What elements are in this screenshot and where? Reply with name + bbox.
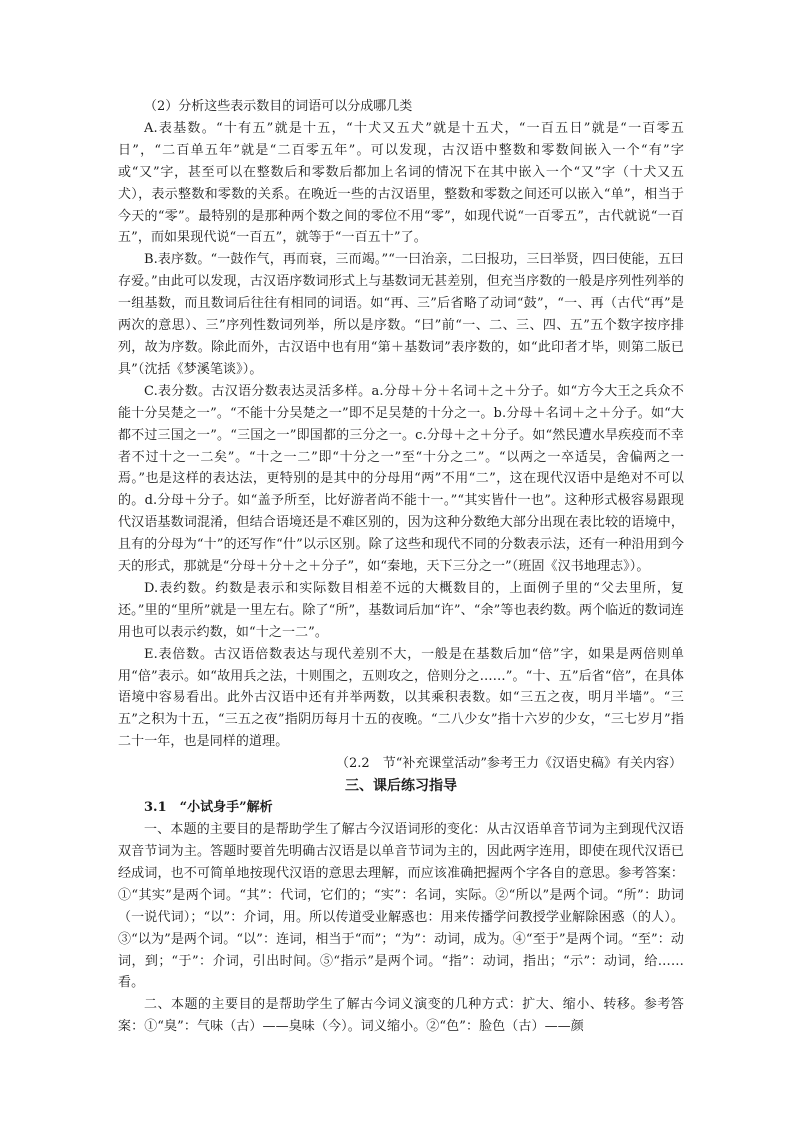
paragraph-approximate-numbers: D.表约数。约数是表示和实际数目相差不远的大概数目的，上面例子里的“父去里所，复还。”里的“里所”就是一里左右。除了“所”，基数词后加“许”、“余”等也表约数。两个临近的数词连用也可以表示约数，如“十之一二”。 (118, 580, 684, 640)
subsection-title-3-1: 3.1 “小试身手”解析 (144, 800, 273, 816)
section-title-exercise-guide: 三、课后练习指导 (345, 778, 457, 795)
paragraph-exercise-2: 二、本题的主要目的是帮助学生了解古今词义演变的几种方式：扩大、缩小、转移。参考答案：①“臭”：气味（古）——臭味（今）。词义缩小。②“色”：脸色（古）——颜 (118, 997, 684, 1035)
document-page (118, 96, 684, 1038)
paragraph-multiples: E.表倍数。古汉语倍数表达与现代差别不大，一般是在基数后加“倍”字，如果是两倍则单用“倍”表示。如“故用兵之法，十则围之，五则攻之，倍则分之……”。“十、五”后省“倍”，在具体语境中容易看出。此外古汉语中还有并举两数，以其乘积表数。如“三五之夜，明月半墙”。“三五”之积为十五，“三五之夜”指阴历每月十五的夜晚。“二八少女”指十六岁的少女，“三七岁月”指二十一年，也是同样的道理。 (118, 646, 684, 750)
paragraph-ordinal-numbers: B.表序数。“一鼓作气，再而衰，三而竭。”“一曰治亲，二曰报功，三曰举贤，四曰使能，五曰存爱。”由此可以发现，古汉语序数词形式上与基数词无甚差别，但充当序数的一般是序列性列举的一组基数，而且数词后往往有相同的词语。如“再、三”后省略了动词“鼓”，“一、再（古代“再”是两次的意思）、三”序列性数词列举，所以是序数。“曰”前“一、二、三、四、五”五个数字按序排列，故为序数。除此而外，古汉语中也有用“第＋基数词”表序数的，如“此印者才毕，则第二版已具”（沈括《梦溪笔谈》）。 (118, 252, 684, 377)
paragraph-fractions: C.表分数。古汉语分数表达灵活多样。a.分母＋分＋名词＋之＋分子。如“方今大王之兵众不能十分吴楚之一”。“不能十分吴楚之一”即不足吴楚的十分之一。b.分母＋名词＋之＋分子。如“大都不过三国之一”。“三国之一”即国都的三分之一。c.分母＋之＋分子。如“然民遭水旱疾疫而不幸者不过十之一二矣”。“十之一二”即“十分之一”至“十分之二”。“以两之一卒适吴，舍偏两之一焉。”也是这样的表达法，更特别的是其中的分母用“两”不用“二”，这在现代汉语中是绝对不可以的。d.分母＋分子。如“盖予所至，比好游者尚不能十一。”“其实皆什一也”。这种形式极容易跟现代汉语基数词混淆，但结合语境还是不难区别的，因为这种分数绝大部分出现在表比较的语境中，且有的分母为“十”的还写作“什”以示区别。除了这些和现代不同的分数表示法，还有一种沿用到今天的形式，那就是“分母＋分＋之＋分子”，如“秦地，天下三分之一”（班固《汉书地理志》）。 (118, 383, 684, 575)
paragraph-cardinal-numbers: A.表基数。“十有五”就是十五，“十犬又五犬”就是十五犬，“一百五日”就是“一百零五日”，“二百单五年”就是“二百零五年”。可以发现，古汉语中整数和零数间嵌入一个“有”字或“又”字，甚至可以在整数后和零数后都加上名词的情况下在其中嵌入一个“又”字（十犬又五犬），表示整数和零数的关系。在晚近一些的古汉语里，整数和零数之间还可以嵌入“单”，相当于今天的“零”。最特别的是那种两个数之间的零位不用“零”，如现代说“一百零五”，古代就说“一百五”，而如果现代说“一百五”，就等于“一百五十”了。 (118, 120, 684, 246)
source-citation: （2.2 节“补充课堂活动”参考王力《汉语史稿》有关内容） (336, 756, 682, 772)
heading-question-2: （2）分析这些表示数目的词语可以分成哪几类 (144, 99, 413, 114)
paragraph-exercise-1: 一、本题的主要目的是帮助学生了解古今汉语词形的变化：从古汉语单音节词为主到现代汉语双音节词为主。答题时要首先明确古汉语是以单音节词为主的，因此两字连用，即使在现代汉语已经成词，也不可简单地按现代汉语的意思去理解，而应该准确把握两个字各自的意思。参考答案：①“其实”是两个词。“其”：代词，它们的；“实”：名词，实际。②“所以”是两个词。“所”：助词（一说代词）；“以”：介词，用。所以传道受业解惑也：用来传播学问教授学业解除困惑（的人）。③“以为”是两个词。“以”：连词，相当于“而”；“为”：动词，成为。④“至于”是两个词。“至”：动词，到；“于”：介词，引出时间。⑤“指示”是两个词。“指”：动词，指出；“示”：动词，给……看。 (118, 822, 684, 991)
